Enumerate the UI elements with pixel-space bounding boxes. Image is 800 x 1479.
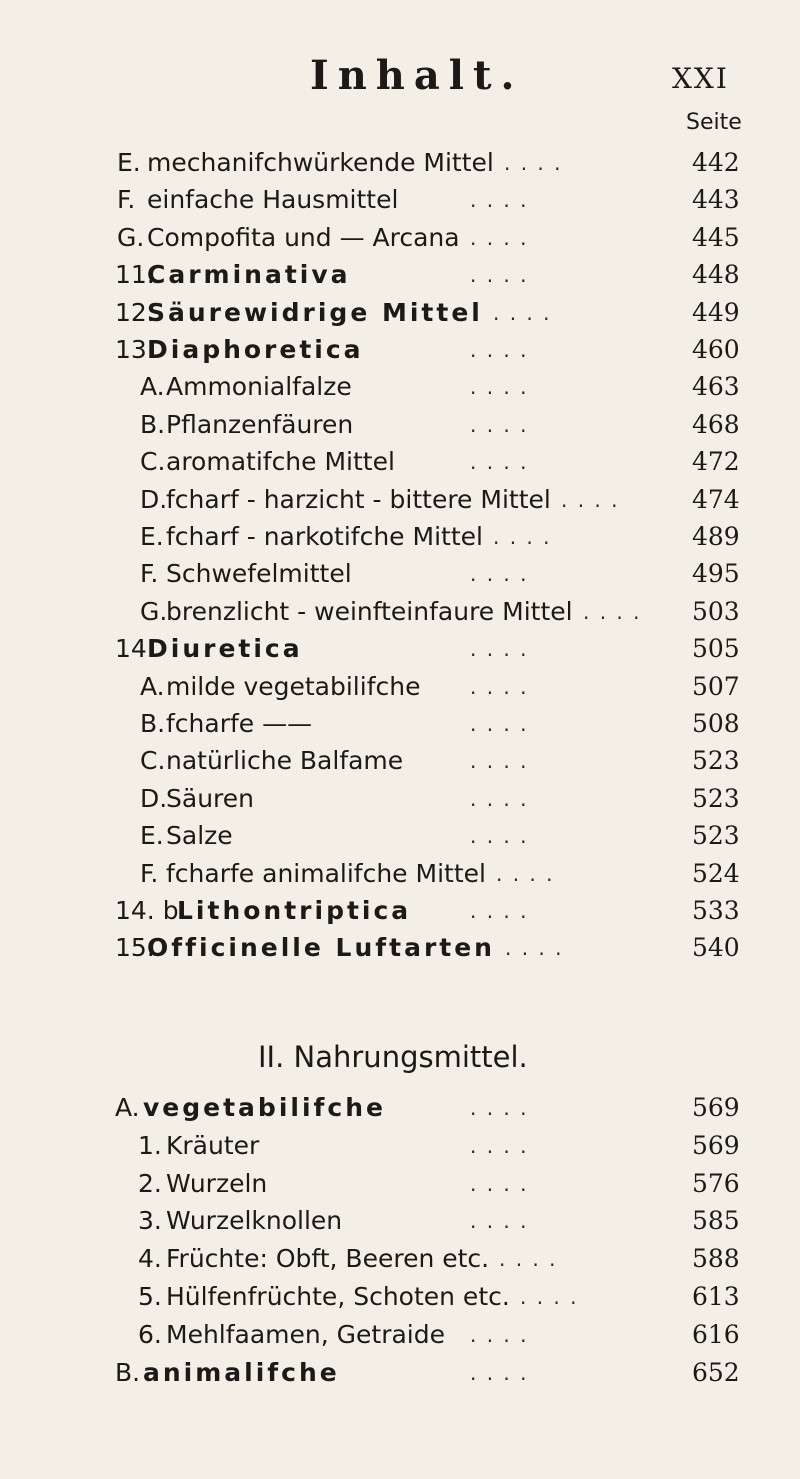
toc-row-number: 6. <box>138 1319 162 1349</box>
toc-row-title: Diuretica <box>147 634 303 664</box>
toc-row-title: Mehlfaamen, Getraide <box>166 1319 446 1349</box>
toc-row-title: Kräuter <box>166 1130 260 1160</box>
toc-row-page: 442 <box>692 148 740 177</box>
toc-row-number: F. <box>140 858 159 888</box>
toc-row-title: Carminativa <box>147 260 351 290</box>
toc-row-number: A. <box>115 1093 140 1122</box>
toc-row-page: 616 <box>692 1319 740 1349</box>
leader-dots: . . . . <box>470 263 529 288</box>
toc-row-title: Schwefelmittel <box>166 559 352 589</box>
leader-dots: . . . . <box>470 674 529 699</box>
leader-dots: . . . . <box>470 1133 529 1158</box>
toc-row-number: D. <box>140 484 168 514</box>
toc-row-number: 2. <box>138 1168 162 1198</box>
toc-row-page: 523 <box>692 783 740 813</box>
leader-dots: . . . . <box>470 188 529 213</box>
toc-row-number: F. <box>140 559 159 589</box>
toc-row <box>0 218 800 258</box>
toc-row-number: G. <box>140 596 168 626</box>
leader-dots: . . . . <box>470 899 529 923</box>
toc-row-title: brenzlicht - weinfteinfaure Mittel <box>166 596 573 626</box>
toc-row-title: Hülfenfrüchte, Schoten etc. <box>166 1282 510 1311</box>
leader-dots: . . . . <box>470 712 529 736</box>
toc-row-page: 613 <box>692 1282 740 1311</box>
toc-row <box>0 367 800 407</box>
toc-row-page: 524 <box>692 858 740 888</box>
toc-row <box>0 667 800 707</box>
toc-row-title: vegetabilifche <box>143 1093 386 1122</box>
toc-row-title: milde vegetabilifche <box>166 671 421 701</box>
toc-row <box>0 854 800 894</box>
leader-dots: . . . . <box>470 1171 529 1196</box>
toc-row <box>0 293 800 333</box>
toc-row <box>0 255 800 295</box>
toc-row-title: Diaphoretica <box>147 335 364 364</box>
toc-row-page: 495 <box>692 559 740 589</box>
leader-dots: . . . . <box>505 936 564 961</box>
toc-row-number: C. <box>140 447 166 477</box>
leader-dots: . . . . <box>561 487 620 512</box>
leader-dots: . . . . <box>493 300 552 325</box>
toc-row-page: 508 <box>692 709 740 738</box>
toc-row-number: A. <box>140 372 165 402</box>
toc-row-number: A. <box>140 671 165 701</box>
toc-row-title: Pflanzenfäuren <box>166 409 354 439</box>
toc-row-page: 569 <box>692 1093 740 1122</box>
toc-row-title: fcharf - harzicht - bittere Mittel <box>166 484 551 514</box>
leader-dots: . . . . <box>470 450 529 475</box>
toc-row <box>0 180 800 220</box>
toc-row-page: 576 <box>692 1168 740 1198</box>
toc-row-page: 588 <box>692 1244 740 1274</box>
toc-row-number: 5. <box>138 1282 162 1311</box>
toc-row-page: 507 <box>692 671 740 701</box>
toc-row-title: Wurzeln <box>166 1168 268 1198</box>
toc-row-number: 4. <box>138 1244 162 1274</box>
toc-row <box>0 554 800 594</box>
leader-dots: . . . . <box>470 824 529 849</box>
toc-row-page: 460 <box>692 335 740 364</box>
leader-dots: . . . . <box>470 749 529 774</box>
toc-row <box>0 741 800 781</box>
toc-row-page: 569 <box>692 1130 740 1160</box>
toc-row-page: 474 <box>692 484 740 514</box>
toc-row-number: G. <box>117 222 145 252</box>
toc-row <box>0 1315 800 1355</box>
toc-row <box>0 517 800 557</box>
toc-row-page: 505 <box>692 634 740 664</box>
toc-row <box>0 1164 800 1204</box>
leader-dots: . . . . <box>520 1285 579 1309</box>
page-title: Inhalt. <box>310 52 524 99</box>
toc-row-number: 13. <box>115 335 155 364</box>
toc-row <box>0 891 800 931</box>
leader-dots: . . . . <box>470 1360 529 1385</box>
toc-row-page: 445 <box>692 222 740 252</box>
toc-row-page: 449 <box>692 297 740 327</box>
toc-row-page: 533 <box>692 896 740 925</box>
toc-row-title: aromatifche Mittel <box>166 447 395 477</box>
toc-row-page: 448 <box>692 260 740 290</box>
toc-row <box>0 1126 800 1166</box>
toc-row-number: B. <box>140 409 166 439</box>
toc-row <box>0 779 800 819</box>
toc-row-number: B. <box>115 1357 141 1387</box>
toc-row-title: natürliche Balfame <box>166 746 404 776</box>
toc-row-number: 14. b <box>115 896 179 925</box>
toc-row-title: Compofita und — Arcana <box>147 222 460 252</box>
toc-row-page: 540 <box>692 933 740 963</box>
column-label-seite: Seite <box>686 110 742 135</box>
toc-row-title: Säuren <box>166 783 254 813</box>
toc-row-number: 11. <box>115 260 155 290</box>
toc-row <box>0 1277 800 1317</box>
leader-dots: . . . . <box>496 861 555 886</box>
toc-row-number: 14. <box>115 634 155 664</box>
toc-row-number: D. <box>140 783 168 813</box>
toc-row-number: F. <box>117 185 136 215</box>
toc-row-title: fcharfe —— <box>166 709 313 738</box>
toc-row-title: fcharf - narkotifche Mittel <box>166 522 483 551</box>
toc-row-number: 3. <box>138 1206 162 1236</box>
leader-dots: . . . . <box>470 562 529 587</box>
toc-row-number: E. <box>117 148 141 177</box>
toc-row-title: Officinelle Luftarten <box>147 933 495 963</box>
toc-row <box>0 442 800 482</box>
toc-row-number: C. <box>140 746 166 776</box>
toc-row-title: Salze <box>166 821 233 851</box>
leader-dots: . . . . <box>470 786 529 811</box>
toc-row-page: 472 <box>692 447 740 477</box>
leader-dots: . . . . <box>470 1209 529 1234</box>
toc-row-page: 523 <box>692 746 740 776</box>
toc-row-page: 489 <box>692 522 740 551</box>
toc-row-page: 463 <box>692 372 740 402</box>
toc-row-title: Ammonialfalze <box>166 372 352 402</box>
toc-row-title: Säurewidrige Mittel <box>147 297 483 327</box>
leader-dots: . . . . <box>470 412 529 437</box>
toc-row-title: animalifche <box>143 1357 340 1387</box>
toc-row-number: 15. <box>115 933 155 963</box>
leader-dots: . . . . <box>470 375 529 400</box>
toc-row-title: fcharfe animalifche Mittel <box>166 858 486 888</box>
leader-dots: . . . . <box>504 151 563 175</box>
toc-row-number: E. <box>140 821 164 851</box>
toc-row-title: Wurzelknollen <box>166 1206 343 1236</box>
toc-row <box>0 704 800 744</box>
leader-dots: . . . . <box>493 525 552 549</box>
toc-row-page: 585 <box>692 1206 740 1236</box>
leader-dots: . . . . <box>583 599 642 624</box>
toc-row-title: mechanifchwürkende Mittel <box>147 148 494 177</box>
toc-row-page: 503 <box>692 596 740 626</box>
toc-row-number: B. <box>140 709 166 738</box>
leader-dots: . . . . <box>470 338 529 362</box>
toc-row-title: einfache Hausmittel <box>147 185 399 215</box>
toc-row-page: 523 <box>692 821 740 851</box>
section-heading: II. Nahrungsmittel. <box>258 1040 528 1074</box>
toc-row <box>0 592 800 632</box>
leader-dots: . . . . <box>470 1322 529 1347</box>
toc-row <box>0 1201 800 1241</box>
toc-row <box>0 330 800 370</box>
leader-dots: . . . . <box>470 225 529 250</box>
toc-row <box>0 1353 800 1393</box>
toc-row-page: 443 <box>692 185 740 215</box>
toc-row <box>0 629 800 669</box>
toc-row <box>0 1239 800 1279</box>
leader-dots: . . . . <box>499 1247 558 1272</box>
toc-row <box>0 816 800 856</box>
toc-row-page: 468 <box>692 409 740 439</box>
toc-row-title: Lithontriptica <box>177 896 412 925</box>
toc-row-title: Früchte: Obft, Beeren etc. <box>166 1244 490 1274</box>
page-number: XXI <box>672 62 729 95</box>
toc-row-number: E. <box>140 522 164 551</box>
leader-dots: . . . . <box>470 1096 529 1120</box>
toc-row <box>0 1088 800 1128</box>
leader-dots: . . . . <box>470 637 529 662</box>
toc-row <box>0 480 800 520</box>
toc-row-number: 12. <box>115 297 155 327</box>
toc-row <box>0 928 800 968</box>
toc-row-number: 1. <box>138 1130 162 1160</box>
toc-row <box>0 143 800 183</box>
toc-row-page: 652 <box>692 1357 740 1387</box>
toc-row <box>0 405 800 445</box>
